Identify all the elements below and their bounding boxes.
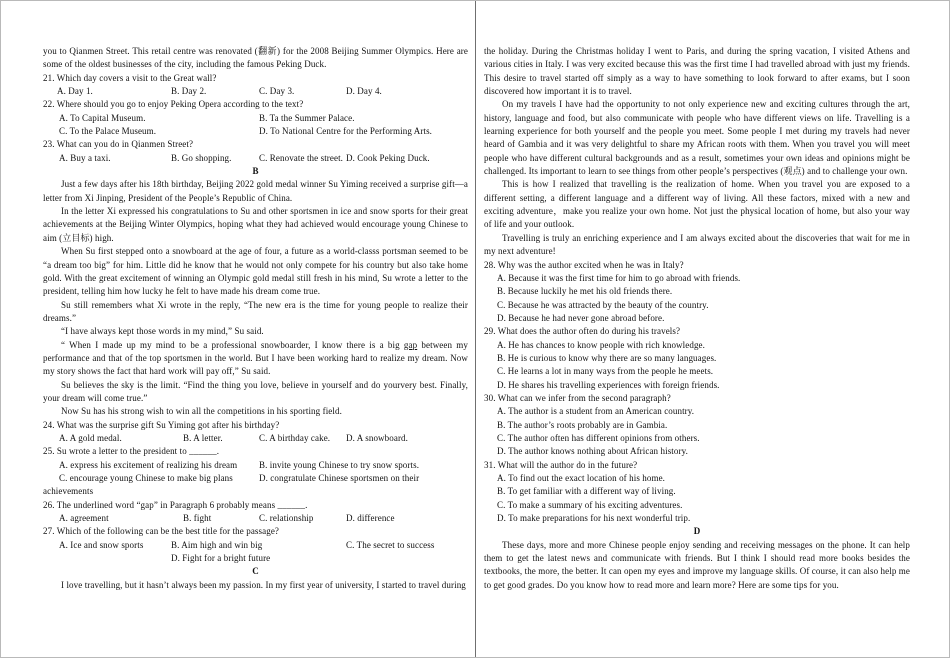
option-item: D. Cook Peking Duck. bbox=[346, 152, 430, 163]
options-row bbox=[43, 512, 468, 525]
option-item: A. Buy a taxi. bbox=[59, 152, 111, 163]
paragraph: In the letter Xi expressed his congratulations to Su and other sportsmen in ice and snow sports for their great achievements at the Beijing Winter Olympics, hoping what they had achieved would encourage young Chinese to aim (立目标) high. bbox=[43, 206, 468, 243]
option-item: A. Ice and snow sports bbox=[59, 539, 144, 550]
option-item: C. The secret to success bbox=[346, 539, 435, 550]
option-item: D. He shares his travelling experiences with foreign friends. bbox=[497, 379, 720, 390]
option-item: B. fight bbox=[183, 513, 212, 524]
paragraph: On my travels I have had the opportunity to not only experience new and exciting cultures through the art, history, language and food, but also communicate with people who have different views on life. Travelling is a learning experience for both yourself and the people you meet. Some people I met during my travels had never heard of Gambia and it was very delightful to share my African roots with them. When you travel you will meet people who have different cultural backgrounds and as a result, sometimes your own ideas and opinions might be challenged. Its important to learn to see things from other people’s perspectives (观点) and to challenge your own. bbox=[484, 99, 910, 177]
options-row bbox=[43, 432, 468, 445]
option-item: D. Day 4. bbox=[346, 86, 382, 97]
question: 23. What can you do in Qianmen Street? bbox=[43, 139, 194, 150]
section-label: C bbox=[252, 566, 259, 577]
option-item: A. A gold medal. bbox=[59, 432, 122, 443]
option-item: D. To National Centre for the Performing Arts. bbox=[259, 126, 433, 137]
option-item: C. relationship bbox=[259, 513, 314, 524]
options-row bbox=[43, 152, 468, 165]
option-item: D. Because he had never gone abroad before. bbox=[497, 312, 665, 323]
paragraph: These days, more and more Chinese people enjoy sending and receiving messages on the phone. It can help them to get the latest news and communicate with friends. But I think I should read more books besides the textbooks, the more, the better. It can open my eyes and improve my language skills. Of course, it can also help me to get good grades. Do you know how to read more and learn more? Here are some tips for you. bbox=[484, 539, 910, 590]
paragraph: the holiday. During the Christmas holiday I went to Paris, and during the spring vacation, I visited Athens and various cities in Italy. I was very excited because this was the first time I had travelled abroad with just my friends. This desire to travel started off simply as a way to have something to look forward to after exams, but I soon discovered how important it is to travel. bbox=[484, 46, 910, 97]
option-item: D. congratulate Chinese sportsmen on their bbox=[259, 473, 420, 483]
options-row bbox=[43, 552, 468, 565]
paragraph: achievements bbox=[43, 486, 94, 497]
option-item: B. Aim high and win big bbox=[171, 539, 263, 550]
option-item: D. difference bbox=[346, 513, 395, 524]
option-item: A. To find out the exact location of his home. bbox=[497, 473, 666, 483]
option-item: B. Day 2. bbox=[171, 86, 207, 97]
option-item: B. To get familiar with a different way of living. bbox=[497, 486, 676, 497]
question: 25. Su wrote a letter to the president to ______. bbox=[43, 446, 220, 457]
right-column bbox=[484, 45, 910, 657]
option-item: A. He has chances to know people with rich knowledge. bbox=[497, 339, 705, 350]
question: 27. Which of the following can be the best title for the passage? bbox=[43, 526, 280, 537]
paragraph: “ When I made up my mind to be a professional snowboarder, I know there is a big gap between my performance and that of the top sportsmen in the world. But I have been working hard to realize my dream. Now my story shows the fact that hard work will pay off,” Su said. bbox=[43, 339, 468, 377]
question: 26. The underlined word “gap” in Paragraph 6 probably means ______. bbox=[43, 499, 308, 510]
paragraph: I love travelling, but it hasn’t always been my passion. In my first year of university, I started to travel during bbox=[61, 579, 466, 590]
column-divider bbox=[475, 1, 476, 657]
option-item: B. A letter. bbox=[183, 432, 223, 443]
option-item: A. The author is a student from an American country. bbox=[497, 406, 695, 417]
option-item: A. To Capital Museum. bbox=[59, 112, 146, 123]
paragraph: Su still remembers what Xi wrote in the reply, “The new era is the time for young people to realize their dreams.” bbox=[43, 299, 468, 323]
paragraph: Just a few days after his 18th birthday, Beijing 2022 gold medal winner Su Yiming received a surprise gift—a letter from Xi Jinping, President of the People’s Republic of China. bbox=[43, 179, 468, 203]
option-item: B. Ta the Summer Palace. bbox=[259, 112, 355, 123]
option-item: A. express his excitement of realizing his dream bbox=[59, 459, 238, 470]
options-row bbox=[43, 112, 468, 125]
paragraph: “I have always kept those words in my mind,” Su said. bbox=[61, 326, 264, 337]
paragraph: Now Su has his strong wish to win all the competitions in his sporting field. bbox=[61, 406, 342, 417]
question: 28. Why was the author excited when he was in Italy? bbox=[484, 259, 684, 270]
option-item: C. Day 3. bbox=[259, 86, 295, 97]
option-item: C. A birthday cake. bbox=[259, 432, 331, 443]
option-item: B. He is curious to know why there are so many languages. bbox=[497, 352, 717, 363]
paragraph: you to Qianmen Street. This retail centre was renovated (翻新) for the 2008 Beijing Summer Olympics. Here are some of the oldest businesses of the city, including the famous Peking Duck. bbox=[43, 46, 468, 70]
question: 31. What will the author do in the future? bbox=[484, 459, 638, 470]
option-item: C. He learns a lot in many ways from the people he meets. bbox=[497, 366, 714, 377]
two-column-layout bbox=[1, 45, 949, 657]
option-item: C. To the Palace Museum. bbox=[59, 126, 157, 137]
section-label: B bbox=[252, 166, 259, 177]
options-row bbox=[43, 539, 468, 552]
question: 30. What can we infer from the second paragraph? bbox=[484, 392, 671, 403]
paragraph: Su believes the sky is the limit. “Find the thing you love, believe in yourself and do yourvery best. Finally, your dream will come true.” bbox=[43, 379, 468, 403]
option-item: B. Go shopping. bbox=[171, 152, 232, 163]
paragraph: This is how I realized that travelling is the realization of home. When you travel you are exposed to a different setting, a different language and a different way of living. All these factors, mixed with a new and exciting adventure，make you realize your own home. Not just the physical location of home, but also your way of life and your outlook. bbox=[484, 179, 910, 230]
option-item: B. invite young Chinese to try snow sports. bbox=[259, 459, 420, 470]
options-row bbox=[43, 472, 468, 485]
option-item: A. agreement bbox=[59, 513, 109, 524]
options-row bbox=[43, 459, 468, 472]
option-item: D. To make preparations for his next wonderful trip. bbox=[497, 513, 691, 524]
section-label: D bbox=[693, 526, 701, 537]
option-item: A. Because it was the first time for him to go abroad with friends. bbox=[497, 272, 741, 283]
question: 22. Where should you go to enjoy Peking Opera according to the text? bbox=[43, 99, 304, 110]
option-item: C. To make a summary of his exciting adventures. bbox=[497, 499, 683, 510]
option-item: A. Day 1. bbox=[57, 86, 93, 97]
paragraph: Travelling is truly an enriching experience and I am always excited about the discoveries that wait for me in my next adventure! bbox=[484, 232, 910, 257]
option-item: D. The author knows nothing about African history. bbox=[497, 446, 688, 457]
question: 21. Which day covers a visit to the Great wall? bbox=[43, 72, 217, 83]
option-item: C. Because he was attracted by the beauty of the country. bbox=[497, 299, 709, 310]
paragraph: When Su first stepped onto a snowboard at the age of four, a future as a world-classs portsman seemed to be “a dream too big” for him. Little did he know that he would not only compete for his country but also take home gold. With the great excitement of winning an Olympic gold medal still fresh in his mind, Su wrote a letter to the president, telling him how lucky he felt to have made his dream come true. bbox=[43, 246, 468, 297]
options-row bbox=[43, 85, 468, 98]
underlined-word: gap bbox=[403, 339, 418, 350]
question: 29. What does the author often do during his travels? bbox=[484, 326, 681, 337]
option-item: D. Fight for a bright future bbox=[171, 553, 271, 564]
question: 24. What was the surprise gift Su Yiming got after his birthday? bbox=[43, 419, 280, 430]
option-item: C. Renovate the street. bbox=[259, 152, 344, 163]
option-item: D. A snowboard. bbox=[346, 432, 408, 443]
option-item: B. Because luckily he met his old friends there. bbox=[497, 286, 673, 297]
option-item: C. encourage young Chinese to make big plans bbox=[59, 473, 233, 483]
option-item: B. The author’s roots probably are in Gambia. bbox=[497, 419, 668, 430]
left-column bbox=[43, 45, 468, 657]
option-item: C. The author often has different opinions from others. bbox=[497, 432, 700, 443]
options-row bbox=[43, 125, 468, 138]
